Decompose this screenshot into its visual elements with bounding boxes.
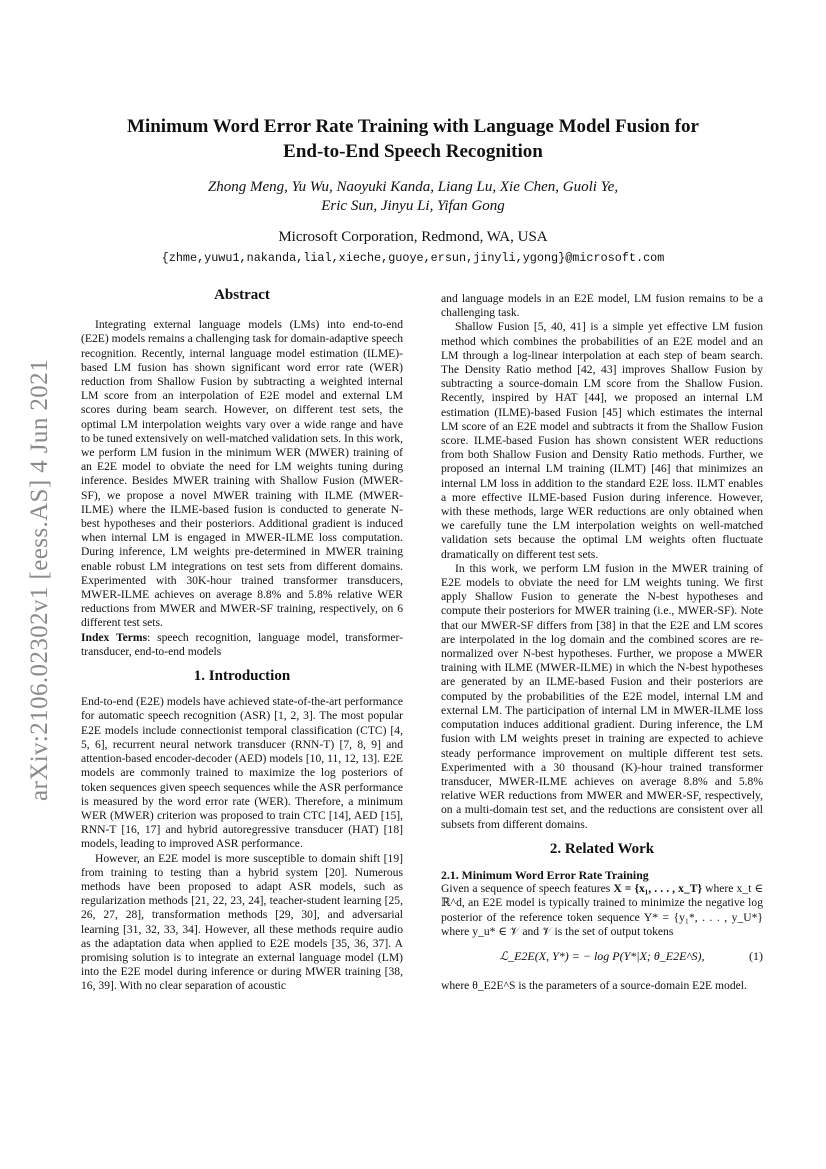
index-terms (81, 631, 403, 659)
title-line-1: Minimum Word Error Rate Training with Language Model Fusion for (127, 116, 699, 137)
title-line-2: End-to-End Speech Recognition (283, 141, 543, 162)
related-p1-part-b: where x_t ∈ ℝ^d, an E2E model is typically trained to minimize the negative log posterior of the reference token sequence Y* = {y₁*, . . . , y_U*} where y_u* ∈ 𝒱 and 𝒱 is the set of output tokens (441, 882, 763, 938)
equation-1-number: (1) (749, 948, 763, 963)
index-terms-label: Index Terms (81, 630, 148, 644)
equation-1-body: ℒ_E2E(X, Y*) = − log P(Y*|X; θ_E2E^S), (499, 948, 705, 963)
related-p1-part-a: Given a sequence of speech features (441, 882, 614, 896)
index-terms-text: : speech recognition, language model, transformer-transducer, end-to-end models (81, 630, 403, 658)
abstract-body: Integrating external language models (LMs) into end-to-end (E2E) models remains a challenging task for domain-adaptive speech recognition. Recently, internal language model estimation (ILME)-based LM fusion has shown significant word error rate (WER) reduction from Shallow Fusion by subtracting a weighted internal LM score from an interpolation of E2E model and external LM scores during beam search. However, on different test sets, the optimal LM interpolation weights vary over a wide range and have to be tuned extensively on well-matched validation sets. In this work, we perform LM fusion in the minimum WER (MWER) training of an E2E model to obviate the need for LM weights tuning during inference. Besides MWER training with Shallow Fusion (MWER-SF), we propose a novel MWER training with ILME (MWER-ILME) where the ILME-based fusion is conducted to generate N-best hypotheses and their posteriors. Additional gradient is induced when internal LM is engaged in MWER-ILME loss computation. During inference, LM weights pre-determined in MWER training enable robust LM integrations on test sets from different domains. Experimented with 30K-hour trained transformer transducers, MWER-ILME achieves on average 8.8% and 5.8% relative WER reductions from MWER and MWER-SF training, respectively, on 6 different test sets. (81, 318, 403, 630)
authors-line-1: Zhong Meng, Yu Wu, Naoyuki Kanda, Liang Lu, Xie Chen, Guoli Ye, (207, 179, 619, 195)
right-column (441, 292, 763, 993)
related-work-heading: 2. Related Work (549, 840, 655, 857)
arxiv-sidebar (10, 280, 70, 880)
mwer-subheading: 2.1. Minimum Word Error Rate Training (441, 867, 649, 882)
intro-paragraph-2: However, an E2E model is more susceptible to domain shift [19] from training to testing than a hybrid system [20]. Numerous methods have been proposed to adapt ASR models, such as regularization methods [21, 22, 23, 24], teacher-student learning [25, 26, 27, 28], transformation methods [29, 30], and adversarial learning [31, 32, 33, 34]. However, all these methods require audio as the adaptation data when applied to E2E models [35, 36, 37]. A promising solution is to integrate an external language model (LM) into the E2E model during inference or during MWER training [38, 16, 39]. With no clear separation of acoustic (81, 851, 403, 993)
intro-paragraph-3: Shallow Fusion [5, 40, 41] is a simple yet effective LM fusion method which combines the probabilities of an E2E model and an LM through a log-linear interpolation at each step of beam search. The Density Ratio method [42, 43] improves Shallow Fusion by subtracting a source-domain LM score from the Shallow Fusion. Recently, inspired by HAT [44], we proposed an internal LM estimation (ILME)-based Fusion [45] which estimates the internal LM score of an E2E model and subtracts it from the Shallow Fusion score. ILME-based Fusion has shown consistent WER reductions from both Shallow Fusion and Density Ratio methods. Further, we proposed an internal LM training (ILMT) [46] that minimizes an internal LM loss in addition to the standard E2E loss. ILMT enables a more effective ILME-based Fusion during inference. However, with these methods, large WER reductions are only obtained when we carefully tune the LM interpolation weights on well-matched validation sets because the optimal LM weights often fluctuate dramatically on different test sets. (441, 320, 763, 561)
related-p1-features: X = {x₁, . . . , x_T} (613, 882, 703, 896)
intro-paragraph-2-continued: and language models in an E2E model, LM fusion remains to be a challenging task. (441, 292, 763, 320)
paper-title (100, 114, 726, 164)
related-paragraph-2: where θ_E2E^S is the parameters of a source-domain E2E model. (441, 978, 747, 992)
abstract-heading: Abstract (214, 287, 270, 303)
intro-paragraph-1: End-to-end (E2E) models have achieved state-of-the-art performance for automatic speech recognition (ASR) [1, 2, 3]. The most popular E2E models include connectionist temporal classification (CTC) [4, 5, 6], recurrent neural network transducer (RNN-T) [7, 8, 9] and attention-based encoder-decoder (AED) models [10, 11, 12, 13]. E2E models are commonly trained to maximize the log posteriors of token sequences given speech sequences while the ASR performance is measured by the word error rate (WER). Therefore, a minimum WER (MWER) criterion was proposed to train CTC [14], AED [15], RNN-T [16, 17] and hybrid autoregressive transducer (HAT) [18] models, leading to improved ASR performance. (81, 695, 403, 851)
affiliation: Microsoft Corporation, Redmond, WA, USA (278, 229, 548, 245)
intro-paragraph-4: In this work, we perform LM fusion in the MWER training of E2E models to obviate the need for LM weights tuning. We first apply Shallow Fusion to generate the N-best hypotheses and compute their posteriors for MWER training (i.e., MWER-SF). Note that our MWER-SF differs from [38] in that the E2E and LM scores are interpolated in the log domain and the combined scores are re-normalized over N-best hypotheses. Further, we propose a MWER training with ILME (MWER-ILME) in which the N-best hypotheses are generated by an ILME-based Fusion and their posteriors are computed by the probabilities of the E2E model, internal LM and external LM. The participation of internal LM in MWER-ILME loss computation induces additional gradient. During inference, the LM fusion with LM weights preset in training are expected to achieve steady performance improvement on multiple different test sets. Experimented with a 30 thousand (K)-hour trained transformer transducer, MWER-ILME achieves on average 8.8% and 5.8% relative WER reductions from MWER and MWER-SF, respectively, on a multi-domain test set, and the reductions are consistent over all subsets from different domains. (441, 561, 763, 831)
related-paragraph-1 (441, 882, 763, 939)
author-emails: {zhme,yuwu1,nakanda,lial,xieche,guoye,ersun,jinyli,ygong}@microsoft.com (161, 251, 665, 265)
left-column (81, 288, 403, 994)
equation-1 (441, 949, 763, 967)
introduction-heading: 1. Introduction (193, 668, 291, 685)
authors-line-2: Eric Sun, Jinyu Li, Yifan Gong (321, 198, 505, 214)
arxiv-identifier: arXiv:2106.02302v1 [eess.AS] 4 Jun 2021 (26, 359, 53, 801)
author-list (100, 178, 726, 216)
